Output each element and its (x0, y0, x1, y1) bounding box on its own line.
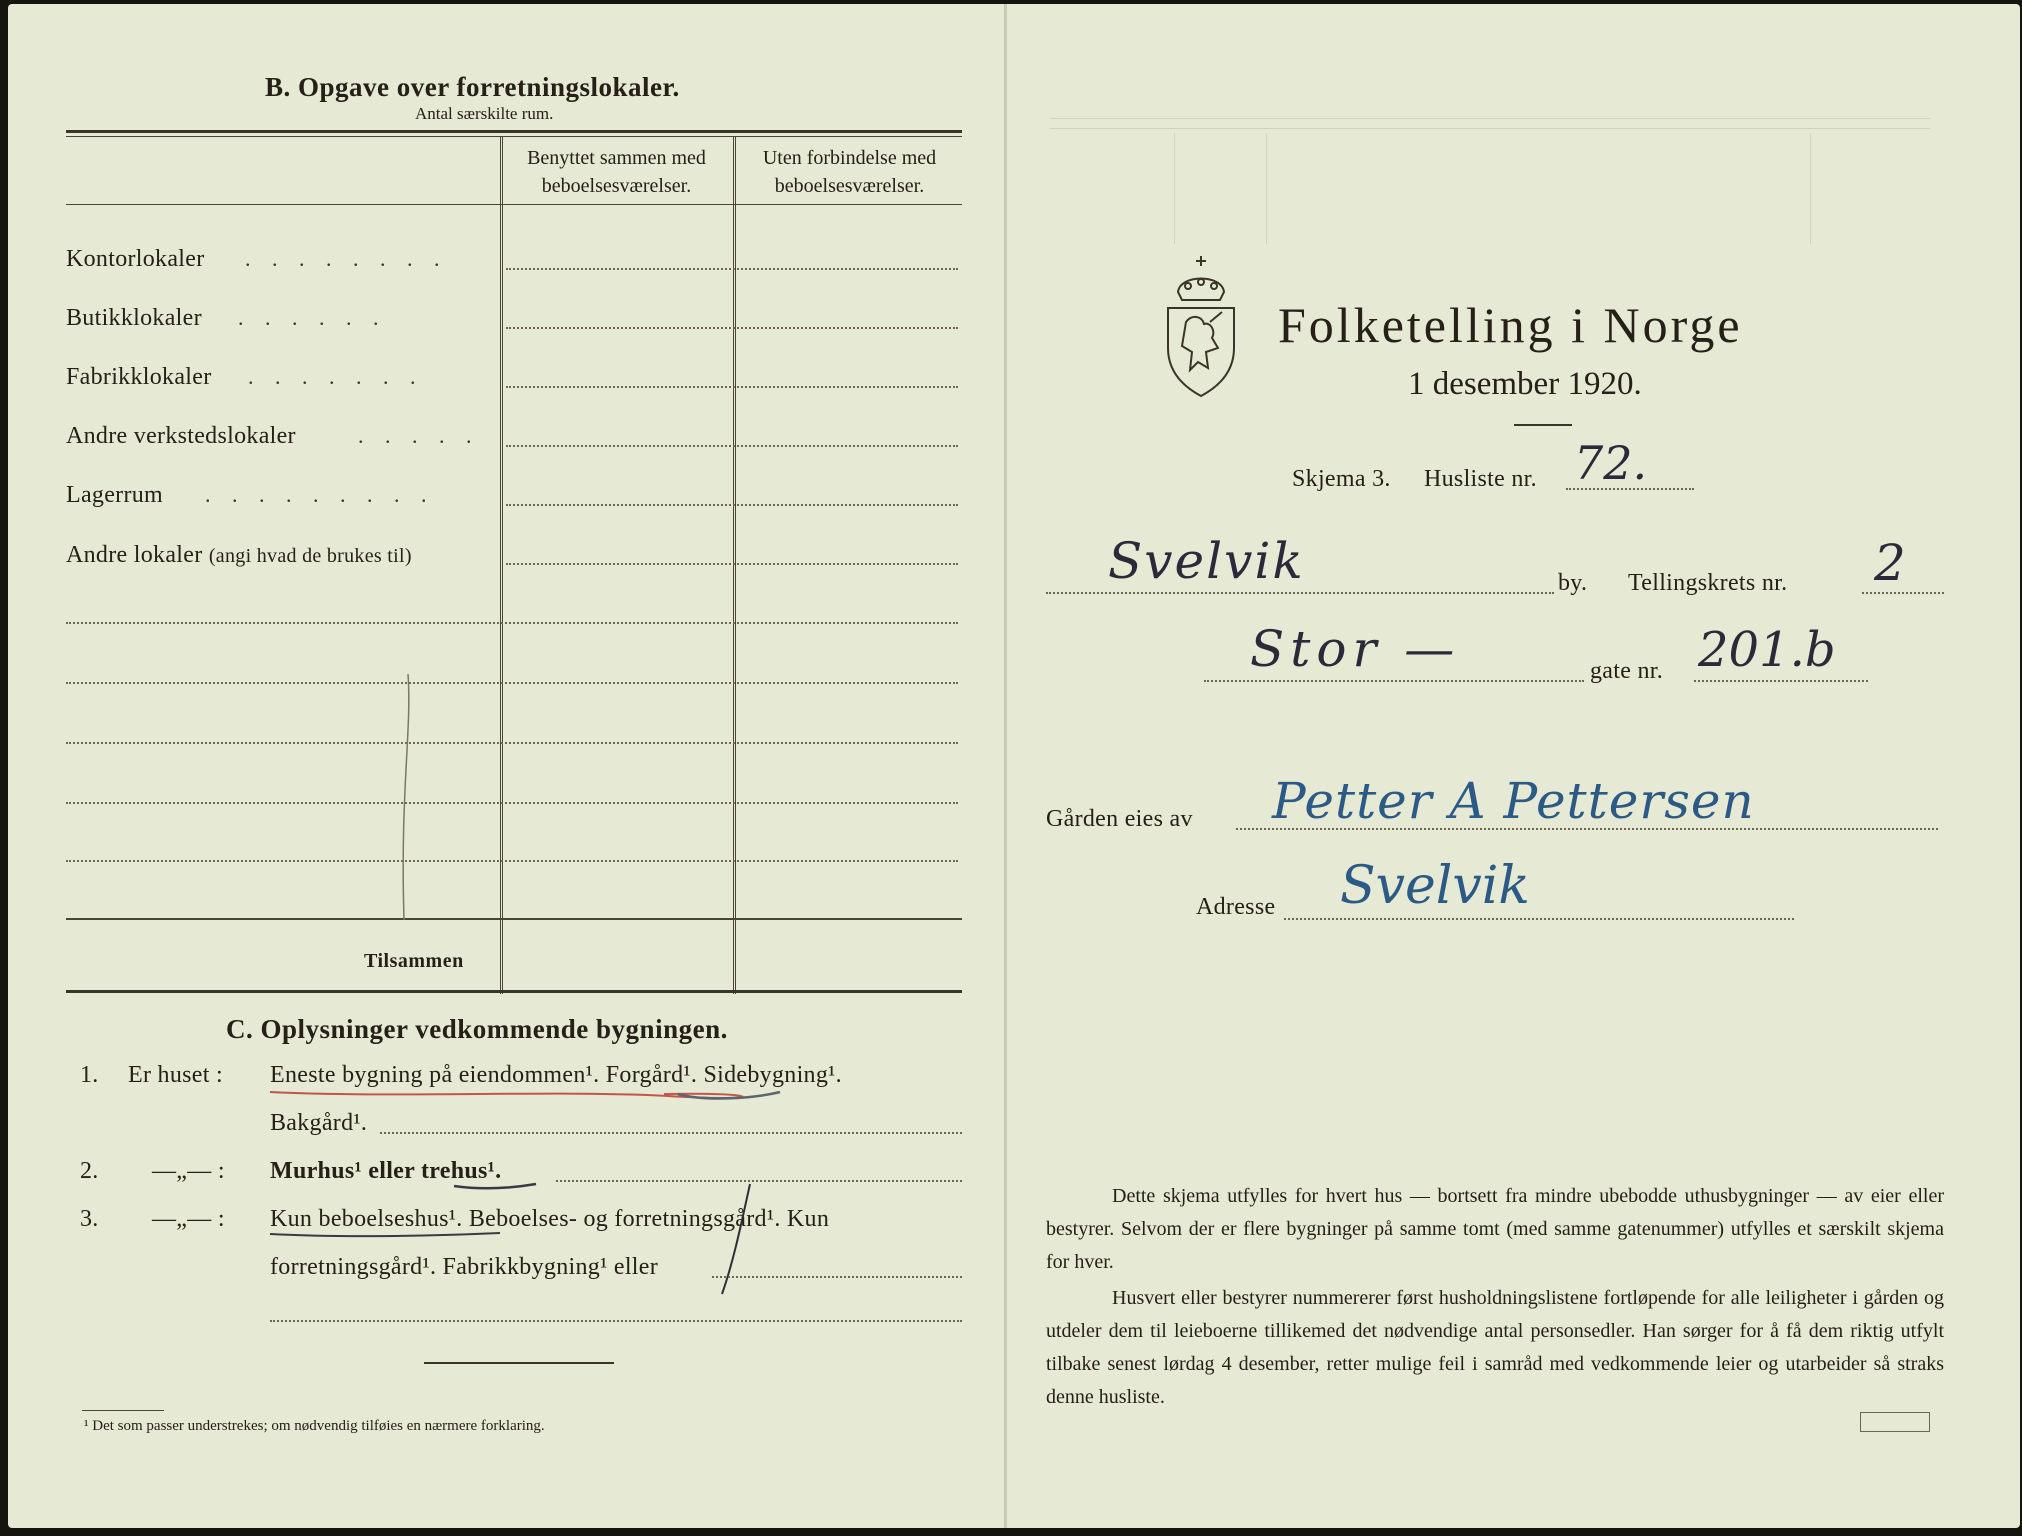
city-suffix: by. (1558, 570, 1588, 596)
table-top-rule-inner (66, 136, 962, 137)
column-header-without-dwelling: Uten forbindelse med beboelsesværelser. (762, 147, 937, 197)
row-label-factory: Fabrikklokaler (66, 364, 212, 390)
item-1-fill-line (380, 1132, 962, 1134)
owner-name: Petter A Pettersen (1272, 772, 1755, 830)
title-rule (1514, 424, 1572, 426)
table-header-rule (66, 204, 962, 205)
form-date: 1 desember 1920. (1408, 366, 1642, 402)
row-rule (66, 622, 958, 624)
printer-stamp (1860, 1412, 1930, 1432)
row-leader: . . . . . . . . (245, 246, 448, 271)
row-leader: . . . . . (358, 423, 480, 448)
address-fill-line (1284, 918, 1794, 920)
district-number: 2 (1874, 534, 1906, 592)
street-number-fill-line (1694, 680, 1868, 682)
row-label-other-text: Andre lokaler (66, 542, 203, 568)
house-list-number: 72. (1574, 436, 1648, 490)
item-1-label: Er huset : (128, 1062, 223, 1088)
bleed-through-area (1050, 84, 1930, 254)
row-leader: . . . . . . . (248, 364, 424, 389)
row-rule (506, 327, 958, 329)
item-2-number: 2. (80, 1158, 99, 1184)
city-fill-line (1046, 592, 1554, 594)
row-label-shop: Butikklokaler (66, 305, 202, 331)
street-name: Stor — (1250, 620, 1461, 678)
row-leader: . . . . . . . . . (205, 482, 435, 507)
row-label-workshops: Andre verkstedslokaler (66, 423, 296, 449)
address-value: Svelvik (1340, 856, 1530, 916)
table-bottom-rule (66, 990, 962, 993)
pencil-check-mark (718, 1180, 758, 1300)
item-1-options-cont: Bakgård¹. (270, 1110, 368, 1136)
item-3-label: —„— : (152, 1206, 225, 1232)
norway-coat-of-arms-icon (1158, 252, 1244, 400)
column-divider-1 (500, 136, 503, 994)
total-label: Tilsammen (364, 950, 464, 972)
instructions-paragraph-1: Dette skjema utfylles for hvert hus — bortsett fra mindre ubebodde uthusbygninger — av eier eller bestyrer. Selvom der er flere bygninger på samme tomt (med samme gatenummer) utfylles et særskilt skjema for hver. (1046, 1185, 1944, 1273)
item-3-options: Kun beboelseshus¹. Beboelses- og forretningsgård¹. Kun (270, 1206, 830, 1232)
item-3-fill-line-2 (270, 1320, 962, 1322)
owner-fill-line (1236, 828, 1938, 830)
street-number-label: gate nr. (1590, 658, 1664, 684)
city-name: Svelvik (1108, 532, 1305, 590)
item-2-options: Murhus¹ eller trehus¹. (270, 1158, 502, 1184)
row-rule (506, 445, 958, 447)
section-b-title: B. Opgave over forretningslokaler. (265, 72, 680, 102)
item-2-label: —„— : (152, 1158, 225, 1184)
item-3-options-cont: forretningsgård¹. Fabrikkbygning¹ eller (270, 1254, 659, 1280)
closing-rule (424, 1362, 614, 1364)
column-header-with-dwelling: Benyttet sammen med beboelsesværelser. (527, 147, 706, 197)
row-label-storage: Lagerrum (66, 482, 164, 508)
row-label-office: Kontorlokaler (66, 246, 205, 272)
center-fold (1004, 4, 1007, 1528)
item-1-options: Eneste bygning på eiendommen¹. Forgård¹. Sidebygning¹. (270, 1062, 842, 1088)
row-rule (66, 802, 958, 804)
instructions-paragraph-2: Husvert eller bestyrer nummererer først husholdningslistene fortløpende for alle leiligheter i gården og utdeler dem til leieboerne tillikemed det nødvendige antal personsedler. Han sørger for å få dem riktig utfylt tilbake senest lørdag 4 desember, retter mulige feil i samråd med vedkommende leier og utarbeider så straks denne husliste. (1046, 1287, 1944, 1408)
table-top-rule (66, 130, 962, 133)
section-c-title: C. Oplysninger vedkommende bygningen. (226, 1014, 728, 1044)
row-rule (66, 682, 958, 684)
section-b-subtitle: Antal særskilte rum. (415, 104, 554, 123)
address-label: Adresse (1196, 894, 1276, 920)
row-rule (66, 860, 958, 862)
pencil-stroke (390, 670, 420, 930)
item-3-number: 3. (80, 1206, 99, 1232)
row-label-other-note: (angi hvad de brukes til) (208, 545, 412, 567)
row-rule (506, 504, 958, 506)
column-divider-2 (733, 136, 736, 994)
district-fill-line (1862, 592, 1944, 594)
row-rule (506, 268, 958, 270)
item-3-fill-line (712, 1276, 962, 1278)
grey-underline-mark (676, 1086, 786, 1106)
street-fill-line (1204, 680, 1584, 682)
row-label-other (66, 542, 412, 569)
form-title: Folketelling i Norge (1278, 297, 1743, 353)
footnote: ¹ Det som passer understrekes; om nødvendig tilføies en nærmere forklaring. (84, 1418, 545, 1434)
row-rule (506, 386, 958, 388)
schema-label: Skjema 3. (1292, 466, 1391, 492)
footnote-rule (82, 1410, 164, 1411)
house-list-label: Husliste nr. (1424, 466, 1537, 492)
street-number: 201.b (1698, 622, 1836, 678)
row-rule (66, 742, 958, 744)
row-rule (506, 563, 958, 565)
row-leader: . . . . . . (238, 305, 387, 330)
item-1-number: 1. (80, 1062, 99, 1088)
district-label: Tellingskrets nr. (1628, 570, 1788, 596)
total-rule (66, 918, 962, 920)
owner-label: Gården eies av (1046, 806, 1193, 832)
item-2-fill-line (556, 1180, 962, 1182)
house-list-fill-line (1566, 488, 1694, 490)
grey-underline-mark (452, 1180, 542, 1194)
grey-underline-mark (268, 1228, 508, 1242)
